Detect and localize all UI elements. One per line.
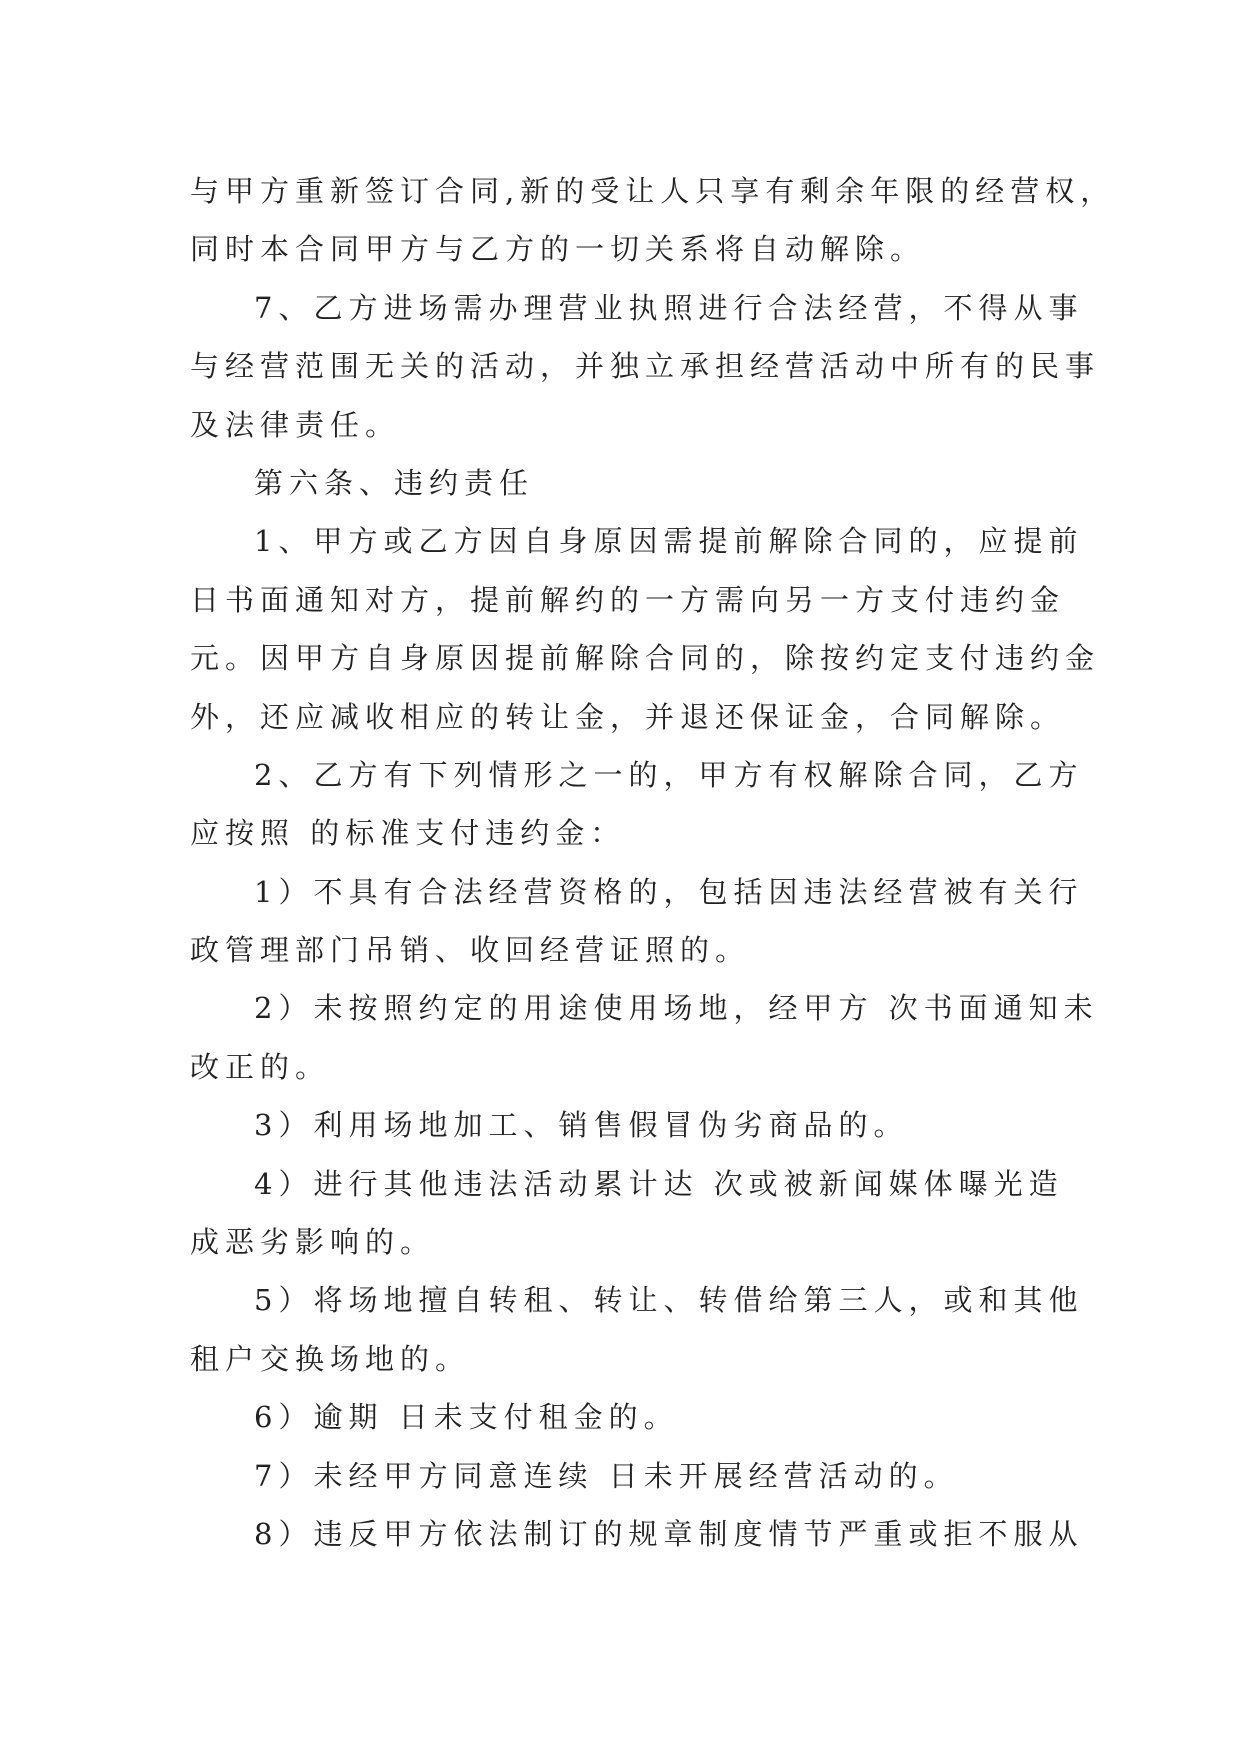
text-line: 政管理部门吊销、收回经营证照的。 <box>190 933 751 968</box>
text-line: 与甲方重新签订合同,新的受让人只享有剩余年限的经营权， <box>190 174 1116 208</box>
text-line: 7）未经甲方同意连续 日未开展经营活动的。 <box>254 1458 959 1493</box>
text-line: 2、乙方有下列情形之一的，甲方有权解除合同，乙方 <box>254 757 1084 792</box>
section-heading: 第六条、违约责任 <box>254 465 535 500</box>
text-line: 同时本合同甲方与乙方的一切关系将自动解除。 <box>190 232 926 267</box>
text-line: 外，还应减收相应的转让金，并退还保证金，合同解除。 <box>190 699 1066 734</box>
text-line: 租户交换场地的。 <box>190 1341 471 1376</box>
text-line: 改正的。 <box>190 1049 331 1084</box>
text-line: 2）未按照约定的用途使用场地，经甲方 次书面通知未 <box>254 991 1099 1026</box>
contract-text <box>190 162 1116 1563</box>
text-line: 与经营范围无关的活动，并独立承担经营活动中所有的民事 <box>190 349 1101 384</box>
text-line: 日书面通知对方，提前解约的一方需向另一方支付违约金 <box>190 582 1066 617</box>
text-line: 3）利用场地加工、销售假冒伪劣商品的。 <box>254 1108 909 1143</box>
text-line: 元。因甲方自身原因提前解除合同的，除按约定支付违约金 <box>190 641 1101 676</box>
text-line: 4）进行其他违法活动累计达 次或被新闻媒体曝光造 <box>254 1166 1064 1201</box>
text-line: 1）不具有合法经营资格的，包括因违法经营被有关行 <box>254 874 1084 909</box>
text-line: 6）逾期 日未支付租金的。 <box>254 1400 679 1435</box>
text-line: 7、乙方进场需办理营业执照进行合法经营，不得从事 <box>254 290 1084 325</box>
text-line: 8）违反甲方依法制订的规章制度情节严重或拒不服从 <box>254 1516 1084 1551</box>
text-line: 及法律责任。 <box>190 407 401 442</box>
text-line: 应按照 的标准支付违约金： <box>190 816 626 851</box>
text-line: 5）将场地擅自转租、转让、转借给第三人，或和其他 <box>254 1283 1084 1318</box>
text-line: 成恶劣影响的。 <box>190 1225 436 1260</box>
text-line: 1、甲方或乙方因自身原因需提前解除合同的，应提前 <box>254 524 1084 559</box>
